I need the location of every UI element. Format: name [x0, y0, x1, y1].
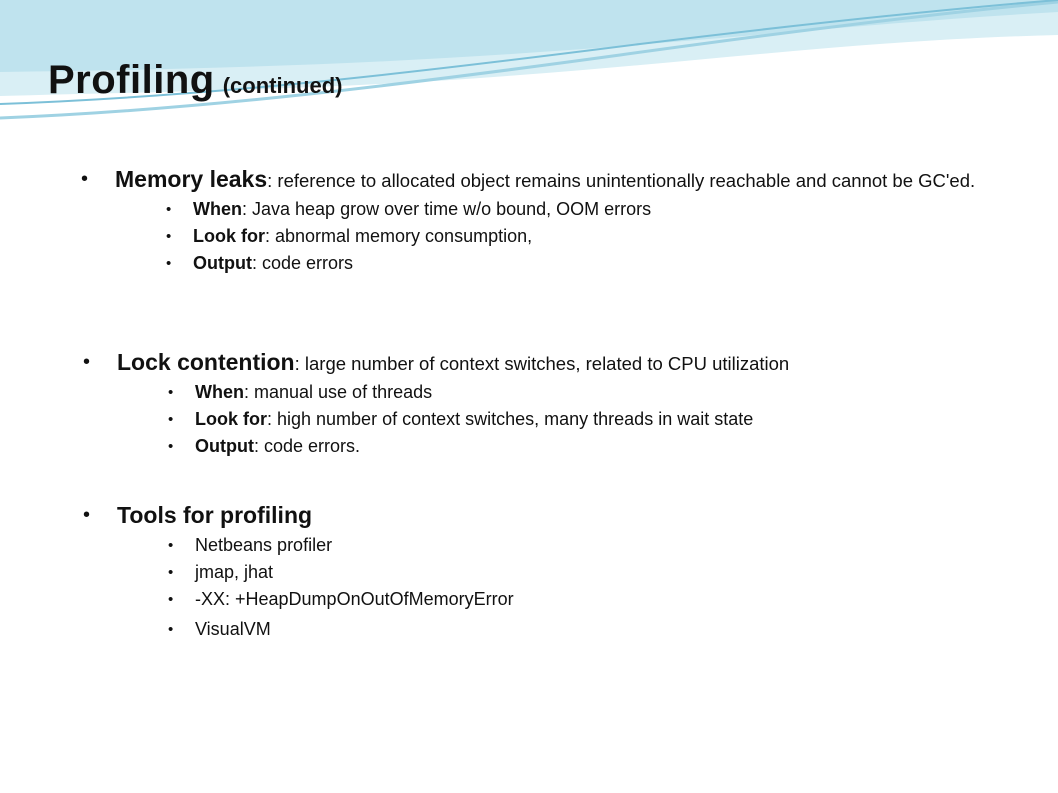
sub-bullet-key: Look for: [193, 226, 265, 246]
sub-bullet-key: When: [193, 199, 242, 219]
slide-title-main: Profiling: [48, 58, 215, 102]
sub-bullet-key: Output: [195, 436, 254, 456]
bullet-lock-contention: [80, 349, 1040, 460]
slide-title-subtitle: (continued): [222, 73, 343, 98]
sub-bullet-output: [117, 433, 1040, 460]
sub-bullet-text: Netbeans profiler: [195, 535, 333, 555]
sub-bullet-look-for: [115, 223, 1023, 250]
sub-bullet-text: jmap, jhat: [195, 562, 274, 582]
sub-bullet-tool: [117, 586, 980, 613]
bullet-heading: Memory leaks: [115, 166, 268, 192]
sub-bullet-text: : high number of context switches, many threads in wait state: [267, 409, 754, 429]
sub-bullet-text: : code errors: [251, 253, 354, 273]
bullet-text: : large number of context switches, related to CPU utilization: [294, 353, 790, 374]
slide-title: [48, 58, 342, 103]
sub-bullet-list: [117, 532, 980, 643]
sub-bullet-tool: [117, 559, 980, 586]
sub-bullet-key: Output: [193, 253, 252, 273]
sub-bullet-look-for: [117, 406, 1040, 433]
sub-bullet-text: : code errors.: [253, 436, 361, 456]
bullet-tools-for-profiling: [80, 502, 980, 643]
bullet-heading: Tools for profiling: [117, 502, 313, 528]
section-memory-leaks: [78, 166, 1023, 277]
bullet-memory-leaks: [78, 166, 1023, 277]
sub-bullet-key: Look for: [195, 409, 267, 429]
sub-bullet-text: : Java heap grow over time w/o bound, OOM errors: [242, 199, 652, 219]
section-tools-for-profiling: [80, 502, 980, 643]
bullet-heading: Lock contention: [117, 349, 295, 375]
sub-bullet-text: VisualVM: [195, 619, 271, 639]
sub-bullet-list: [117, 379, 1040, 460]
section-lock-contention: [80, 349, 1040, 460]
sub-bullet-text: : abnormal memory consumption,: [265, 226, 533, 246]
bullet-text: : reference to allocated object remains unintentionally reachable and cannot be GC'ed.: [267, 170, 976, 191]
sub-bullet-list: [115, 196, 1023, 277]
sub-bullet-tool: [117, 532, 980, 559]
sub-bullet-output: [115, 250, 1023, 277]
sub-bullet-tool: [117, 616, 980, 643]
sub-bullet-text: -XX: +HeapDumpOnOutOfMemoryError: [195, 589, 514, 609]
sub-bullet-key: When: [195, 382, 244, 402]
sub-bullet-when: [115, 196, 1023, 223]
sub-bullet-when: [117, 379, 1040, 406]
sub-bullet-text: : manual use of threads: [244, 382, 433, 402]
